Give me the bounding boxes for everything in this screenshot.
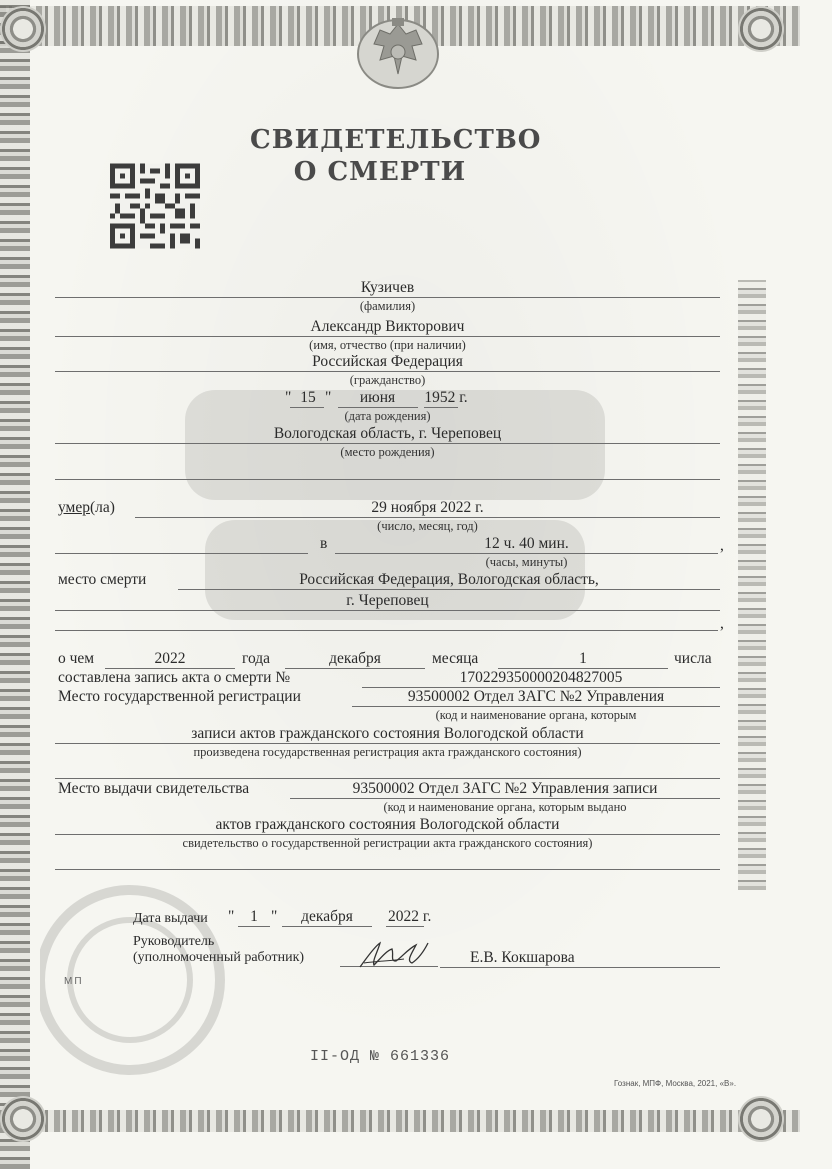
printer-imprint: Гознак, МПФ, Москва, 2021, «В». bbox=[614, 1079, 737, 1088]
blank-line-2 bbox=[55, 630, 718, 631]
death-date-line bbox=[135, 517, 720, 518]
death-time-caption: (часы, минуты) bbox=[485, 555, 568, 569]
birth-date-caption: (дата рождения) bbox=[344, 409, 431, 423]
birth-place-caption: (место рождения) bbox=[340, 445, 435, 459]
name-caption: (имя, отчество (при наличии) bbox=[309, 338, 466, 352]
corner-ornament-top-right bbox=[738, 6, 784, 52]
issue-place-line2 bbox=[55, 834, 720, 835]
birth-month-value: июня bbox=[359, 389, 396, 406]
death-time-value: 12 ч. 40 мин. bbox=[484, 535, 569, 552]
issue-place-caption2: свидетельство о государственной регистрации акта гражданского состояния) bbox=[182, 836, 593, 850]
record-about-label: о чем bbox=[58, 650, 95, 667]
surname-line bbox=[55, 297, 720, 298]
corner-ornament-top-left bbox=[0, 6, 46, 52]
issue-place-line2-value: актов гражданского состояния Вологодской области bbox=[215, 816, 560, 833]
death-time-line bbox=[335, 553, 718, 554]
surname-value: Кузичев bbox=[360, 279, 415, 296]
issue-year-value: 2022 г. bbox=[388, 908, 432, 925]
birth-quote-open: " bbox=[285, 389, 292, 406]
citizenship-value: Российская Федерация bbox=[312, 353, 463, 370]
coat-of-arms-icon bbox=[350, 10, 446, 90]
name-line bbox=[55, 336, 720, 337]
record-day-label: числа bbox=[674, 650, 712, 667]
name-value: Александр Викторович bbox=[310, 318, 465, 335]
comma-1: , bbox=[720, 537, 724, 554]
head-name-value: Е.В. Кокшарова bbox=[470, 949, 575, 966]
reg-place-label: Место государственной регистрации bbox=[58, 688, 301, 705]
issue-quote-open: " bbox=[228, 908, 235, 925]
issue-place-line1 bbox=[290, 798, 720, 799]
reg-place-line2 bbox=[55, 743, 720, 744]
birth-day-value: 15 bbox=[300, 389, 316, 406]
issue-place-label: Место выдачи свидетельства bbox=[58, 780, 250, 797]
blank-line-3 bbox=[55, 778, 720, 779]
death-place-line2 bbox=[55, 610, 720, 611]
record-day-value: 1 bbox=[579, 650, 587, 667]
reg-place-line2-value: записи актов гражданского состояния Вологодской области bbox=[191, 725, 584, 742]
stamp-place-label: МП bbox=[64, 976, 84, 987]
issue-quote-close: " bbox=[271, 908, 278, 925]
right-ornament-border bbox=[738, 280, 766, 890]
death-date-value: 29 ноября 2022 г. bbox=[371, 499, 484, 516]
bottom-ornament-border bbox=[0, 1110, 800, 1132]
birth-place-value: Вологодская область, г. Череповец bbox=[273, 425, 502, 442]
comma-2: , bbox=[720, 615, 724, 632]
died-label bbox=[58, 499, 115, 517]
corner-ornament-bottom-right bbox=[738, 1096, 784, 1142]
death-time-left-line bbox=[55, 553, 308, 554]
reg-place-line1-value: 93500002 Отдел ЗАГС №2 Управления bbox=[407, 688, 665, 705]
document-title bbox=[250, 124, 542, 188]
reg-place-caption1: (код и наименование органа, которым bbox=[435, 708, 637, 722]
serial-number: II-ОД № 661336 bbox=[310, 1048, 451, 1065]
issue-year-line bbox=[386, 926, 424, 927]
record-made-label: составлена запись акта о смерти № bbox=[58, 669, 291, 686]
blank-line-4 bbox=[55, 869, 720, 870]
birth-month-line bbox=[338, 407, 418, 408]
record-year-label: года bbox=[242, 650, 271, 667]
title-line-2: О СМЕРТИ bbox=[293, 157, 467, 187]
corner-ornament-bottom-left bbox=[0, 1096, 46, 1142]
birth-year-line bbox=[424, 407, 458, 408]
record-number-value: 170229350000204827005 bbox=[459, 669, 623, 686]
surname-caption: (фамилия) bbox=[359, 299, 416, 313]
citizenship-line bbox=[55, 371, 720, 372]
reg-place-caption2: произведена государственная регистрация акта гражданского состояния) bbox=[193, 745, 582, 759]
citizenship-caption: (гражданство) bbox=[349, 373, 426, 387]
died-label-rest: (ла) bbox=[89, 499, 115, 516]
death-place-line2-value: г. Череповец bbox=[346, 592, 429, 609]
record-year-value: 2022 bbox=[154, 650, 186, 667]
blank-line-1 bbox=[55, 479, 720, 480]
head-name-line bbox=[440, 967, 720, 968]
issue-day-line bbox=[238, 926, 270, 927]
death-place-line1-value: Российская Федерация, Вологодская область, bbox=[299, 571, 599, 588]
issue-month-line bbox=[282, 926, 372, 927]
at-label: в bbox=[320, 535, 328, 552]
handwritten-signature-icon bbox=[356, 937, 432, 971]
death-place-label: место смерти bbox=[58, 571, 147, 588]
background-seal-pattern bbox=[40, 860, 300, 1080]
died-label-underlined: умер bbox=[58, 499, 90, 516]
death-date-caption: (число, месяц, год) bbox=[377, 519, 478, 533]
death-place-line1 bbox=[178, 589, 720, 590]
birth-place-line bbox=[55, 443, 720, 444]
head-label-line2: (уполномоченный работник) bbox=[133, 950, 305, 965]
record-month-value: декабря bbox=[329, 650, 381, 667]
issue-place-caption1: (код и наименование органа, которым выдано bbox=[383, 800, 627, 814]
left-ornament-border bbox=[0, 0, 30, 1169]
issue-date-label: Дата выдачи bbox=[133, 911, 208, 926]
reg-place-line1 bbox=[352, 706, 720, 707]
issue-day-value: 1 bbox=[250, 908, 258, 925]
birth-year-value: 1952 г. bbox=[424, 389, 468, 406]
issue-place-line1-value: 93500002 Отдел ЗАГС №2 Управления записи bbox=[352, 780, 658, 797]
birth-day-line bbox=[290, 407, 324, 408]
record-month-label: месяца bbox=[432, 650, 479, 667]
title-line-1: СВИДЕТЕЛЬСТВО bbox=[250, 125, 542, 155]
issue-month-value: декабря bbox=[301, 908, 353, 925]
head-label-line1: Руководитель bbox=[133, 934, 215, 949]
qr-code-icon bbox=[110, 163, 200, 249]
birth-quote-close: " bbox=[325, 389, 332, 406]
